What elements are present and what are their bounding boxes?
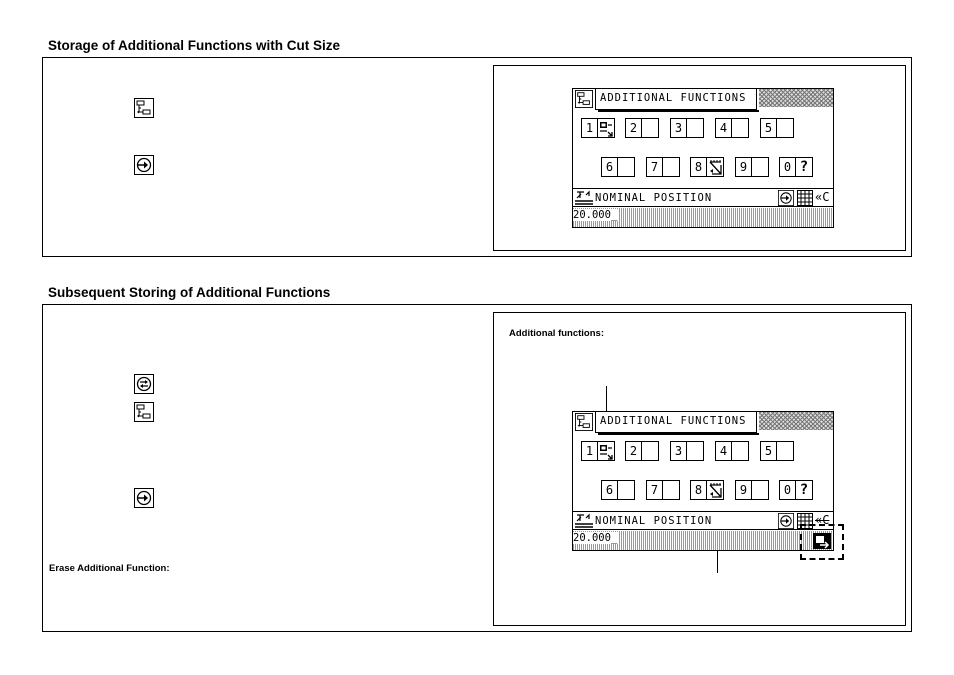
slot-number: 8 (690, 480, 707, 500)
function-slot-6[interactable] (601, 480, 635, 500)
slot-number: 4 (715, 441, 732, 461)
status-text: NOMINAL POSITION (595, 515, 713, 527)
slot-box (598, 441, 615, 461)
function-tree-icon[interactable] (574, 413, 594, 431)
slot-box (732, 118, 749, 138)
function-slot-3[interactable] (670, 441, 704, 461)
slot-number: 0 (779, 480, 796, 500)
tool-icon (598, 119, 615, 139)
question-icon[interactable]: ? (796, 157, 813, 177)
function-tree-icon (134, 98, 154, 118)
slot-box (618, 480, 635, 500)
grid-icon[interactable] (797, 190, 813, 206)
slot-box (687, 441, 704, 461)
slot-box (642, 441, 659, 461)
measure-icon (574, 512, 594, 530)
slot-number: 1 (581, 441, 598, 461)
fold-icon (707, 158, 724, 178)
slot-number: 1 (581, 118, 598, 138)
slot-box (618, 157, 635, 177)
panel-storage (42, 57, 912, 257)
slot-number: 0 (779, 157, 796, 177)
slot-box (752, 157, 769, 177)
function-slot-9[interactable] (735, 157, 769, 177)
function-slot-2[interactable] (625, 441, 659, 461)
panel-subsequent (42, 304, 912, 632)
screen-frame (493, 65, 906, 251)
slot-box (732, 441, 749, 461)
slot-box (598, 118, 615, 138)
enter-arrow-icon[interactable] (778, 190, 794, 206)
slot-box (777, 441, 794, 461)
status-bar (573, 188, 833, 207)
additional-functions-screen (572, 411, 834, 551)
function-slot-0[interactable] (779, 157, 813, 177)
slot-number: 2 (625, 441, 642, 461)
swap-arrows-icon (134, 374, 154, 394)
slot-box (707, 480, 724, 500)
slot-number: 5 (760, 118, 777, 138)
back-clear-button[interactable]: «C (815, 190, 830, 204)
slot-number: 2 (625, 118, 642, 138)
function-slot-6[interactable] (601, 157, 635, 177)
erase-function-label: Erase Additional Function: (49, 563, 170, 574)
slot-number: 6 (601, 480, 618, 500)
function-slot-4[interactable] (715, 441, 749, 461)
function-slot-5[interactable] (760, 118, 794, 138)
function-slot-9[interactable] (735, 480, 769, 500)
measure-icon (574, 189, 594, 207)
status-bar (573, 511, 833, 530)
question-icon[interactable]: ? (796, 480, 813, 500)
slot-number: 3 (670, 118, 687, 138)
function-slot-2[interactable] (625, 118, 659, 138)
slot-number: 9 (735, 480, 752, 500)
slot-number: 9 (735, 157, 752, 177)
function-slot-7[interactable] (646, 157, 680, 177)
function-tree-icon (134, 402, 154, 422)
additional-functions-label: Additional functions: (509, 328, 604, 339)
highlight-dashed-box (800, 524, 844, 560)
slot-box (663, 157, 680, 177)
value-text: 20.000_ (573, 209, 618, 221)
function-tree-icon[interactable] (574, 90, 594, 108)
function-slot-0[interactable] (779, 480, 813, 500)
back-clear-button[interactable]: «C (815, 513, 830, 527)
header-hatch (759, 412, 833, 430)
slot-number: 5 (760, 441, 777, 461)
screen-tab-title: ADDITIONAL FUNCTIONS (595, 412, 757, 433)
function-slot-4[interactable] (715, 118, 749, 138)
function-slot-1[interactable] (581, 441, 615, 461)
slot-number: 3 (670, 441, 687, 461)
exit-icon[interactable] (812, 532, 832, 550)
section-title-subsequent: Subsequent Storing of Additional Functions (48, 285, 331, 300)
fold-icon (707, 481, 724, 501)
section-title-storage: Storage of Additional Functions with Cut Size (48, 38, 340, 53)
header-hatch (759, 89, 833, 107)
status-text: NOMINAL POSITION (595, 192, 713, 204)
slot-number: 6 (601, 157, 618, 177)
enter-arrow-icon[interactable] (778, 513, 794, 529)
enter-arrow-icon (134, 488, 154, 508)
tool-icon (598, 442, 615, 462)
screen-tab-title: ADDITIONAL FUNCTIONS (595, 89, 757, 110)
slot-number: 8 (690, 157, 707, 177)
function-slot-1[interactable] (581, 118, 615, 138)
function-slot-5[interactable] (760, 441, 794, 461)
function-slot-3[interactable] (670, 118, 704, 138)
function-slot-7[interactable] (646, 480, 680, 500)
function-slot-8[interactable] (690, 157, 724, 177)
function-slot-8[interactable] (690, 480, 724, 500)
value-input[interactable] (573, 531, 833, 550)
screen-frame-2 (493, 312, 906, 626)
additional-functions-screen (572, 88, 834, 228)
slot-number: 7 (646, 157, 663, 177)
value-input[interactable] (573, 208, 833, 227)
slot-box (663, 480, 680, 500)
slot-box (687, 118, 704, 138)
slot-number: 7 (646, 480, 663, 500)
slot-box (777, 118, 794, 138)
slot-box (752, 480, 769, 500)
slot-box (642, 118, 659, 138)
enter-arrow-icon (134, 155, 154, 175)
slot-number: 4 (715, 118, 732, 138)
slot-box (707, 157, 724, 177)
value-text: 20.000_ (573, 532, 618, 544)
